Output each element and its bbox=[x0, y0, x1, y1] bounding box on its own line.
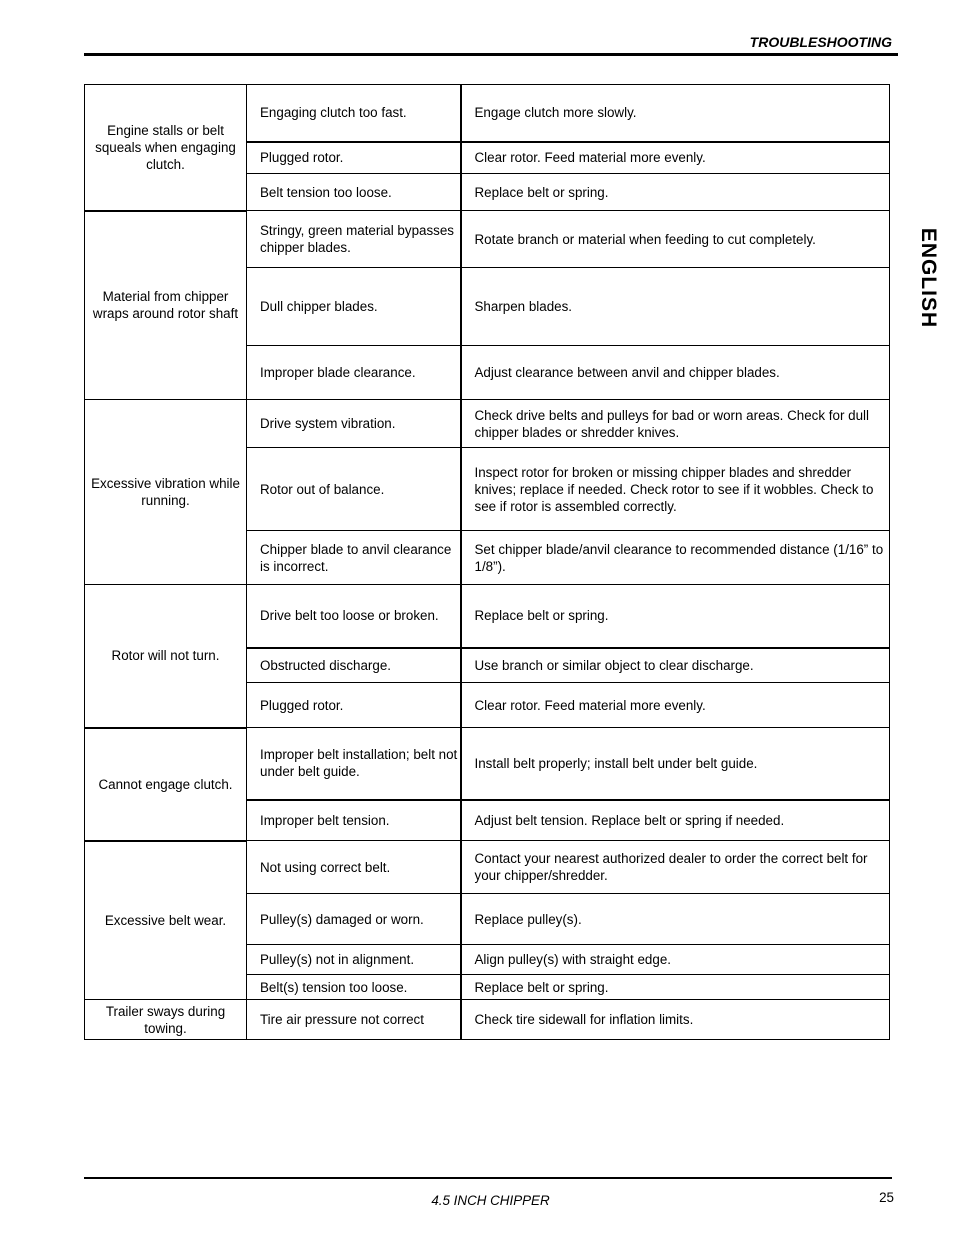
header-rule bbox=[84, 53, 898, 56]
table-row bbox=[85, 1000, 890, 1040]
cause-cell: Obstructed discharge. bbox=[247, 648, 461, 683]
cause-cell: Plugged rotor. bbox=[247, 683, 461, 728]
cause-cell: Drive system vibration. bbox=[247, 400, 461, 448]
problem-cell: Engine stalls or belt squeals when engaging clutch. bbox=[85, 85, 247, 211]
footer-rule bbox=[84, 1177, 892, 1179]
table-row bbox=[85, 400, 890, 448]
language-tab: ENGLISH bbox=[917, 227, 940, 329]
cause-cell: Rotor out of balance. bbox=[247, 448, 461, 531]
cause-cell: Plugged rotor. bbox=[247, 142, 461, 174]
remedy-cell: Engage clutch more slowly. bbox=[461, 85, 890, 142]
remedy-cell: Inspect rotor for broken or missing chipper blades and shredder knives; replace if needed. Check rotor to see if it wobbles. Check to see if rotor is assembled correctly. bbox=[461, 448, 890, 531]
cause-cell: Engaging clutch too fast. bbox=[247, 85, 461, 142]
cause-cell: Belt(s) tension too loose. bbox=[247, 975, 461, 1000]
table-row bbox=[85, 728, 890, 800]
remedy-cell: Contact your nearest authorized dealer to order the correct belt for your chipper/shredder. bbox=[461, 841, 890, 894]
remedy-cell: Use branch or similar object to clear discharge. bbox=[461, 648, 890, 683]
problem-cell: Excessive vibration while running. bbox=[85, 400, 247, 585]
remedy-cell: Rotate branch or material when feeding to cut completely. bbox=[461, 211, 890, 268]
table-row bbox=[85, 85, 890, 142]
cause-cell: Tire air pressure not correct bbox=[247, 1000, 461, 1040]
remedy-cell: Adjust clearance between anvil and chipper blades. bbox=[461, 346, 890, 400]
cause-cell: Dull chipper blades. bbox=[247, 268, 461, 346]
remedy-cell: Adjust belt tension. Replace belt or spring if needed. bbox=[461, 800, 890, 841]
remedy-cell: Clear rotor. Feed material more evenly. bbox=[461, 683, 890, 728]
remedy-cell: Clear rotor. Feed material more evenly. bbox=[461, 142, 890, 174]
problem-cell: Cannot engage clutch. bbox=[85, 728, 247, 841]
remedy-cell: Replace belt or spring. bbox=[461, 174, 890, 211]
remedy-cell: Replace belt or spring. bbox=[461, 585, 890, 648]
remedy-cell: Set chipper blade/anvil clearance to recommended distance (1/16” to 1/8”). bbox=[461, 531, 890, 585]
remedy-cell: Align pulley(s) with straight edge. bbox=[461, 945, 890, 975]
remedy-cell: Replace pulley(s). bbox=[461, 894, 890, 945]
problem-cell: Material from chipper wraps around rotor shaft bbox=[85, 211, 247, 400]
cause-cell: Belt tension too loose. bbox=[247, 174, 461, 211]
cause-cell: Not using correct belt. bbox=[247, 841, 461, 894]
problem-cell: Trailer sways during towing. bbox=[85, 1000, 247, 1040]
remedy-cell: Replace belt or spring. bbox=[461, 975, 890, 1000]
page-number: 25 bbox=[879, 1190, 894, 1205]
section-title: TROUBLESHOOTING bbox=[749, 34, 892, 50]
problem-cell: Rotor will not turn. bbox=[85, 585, 247, 728]
table-row bbox=[85, 211, 890, 268]
remedy-cell: Install belt properly; install belt under belt guide. bbox=[461, 728, 890, 800]
cause-cell: Improper belt tension. bbox=[247, 800, 461, 841]
remedy-cell: Check tire sidewall for inflation limits. bbox=[461, 1000, 890, 1040]
remedy-cell: Sharpen blades. bbox=[461, 268, 890, 346]
cause-cell: Improper blade clearance. bbox=[247, 346, 461, 400]
table-row bbox=[85, 585, 890, 648]
remedy-cell: Check drive belts and pulleys for bad or worn areas. Check for dull chipper blades or shredder knives. bbox=[461, 400, 890, 448]
table-row bbox=[85, 841, 890, 894]
footer-title: 4.5 INCH CHIPPER bbox=[431, 1193, 550, 1208]
cause-cell: Drive belt too loose or broken. bbox=[247, 585, 461, 648]
cause-cell: Improper belt installation; belt not under belt guide. bbox=[247, 728, 461, 800]
cause-cell: Chipper blade to anvil clearance is incorrect. bbox=[247, 531, 461, 585]
cause-cell: Pulley(s) not in alignment. bbox=[247, 945, 461, 975]
troubleshooting-table bbox=[84, 84, 890, 1040]
cause-cell: Stringy, green material bypasses chipper blades. bbox=[247, 211, 461, 268]
problem-cell: Excessive belt wear. bbox=[85, 841, 247, 1000]
cause-cell: Pulley(s) damaged or worn. bbox=[247, 894, 461, 945]
